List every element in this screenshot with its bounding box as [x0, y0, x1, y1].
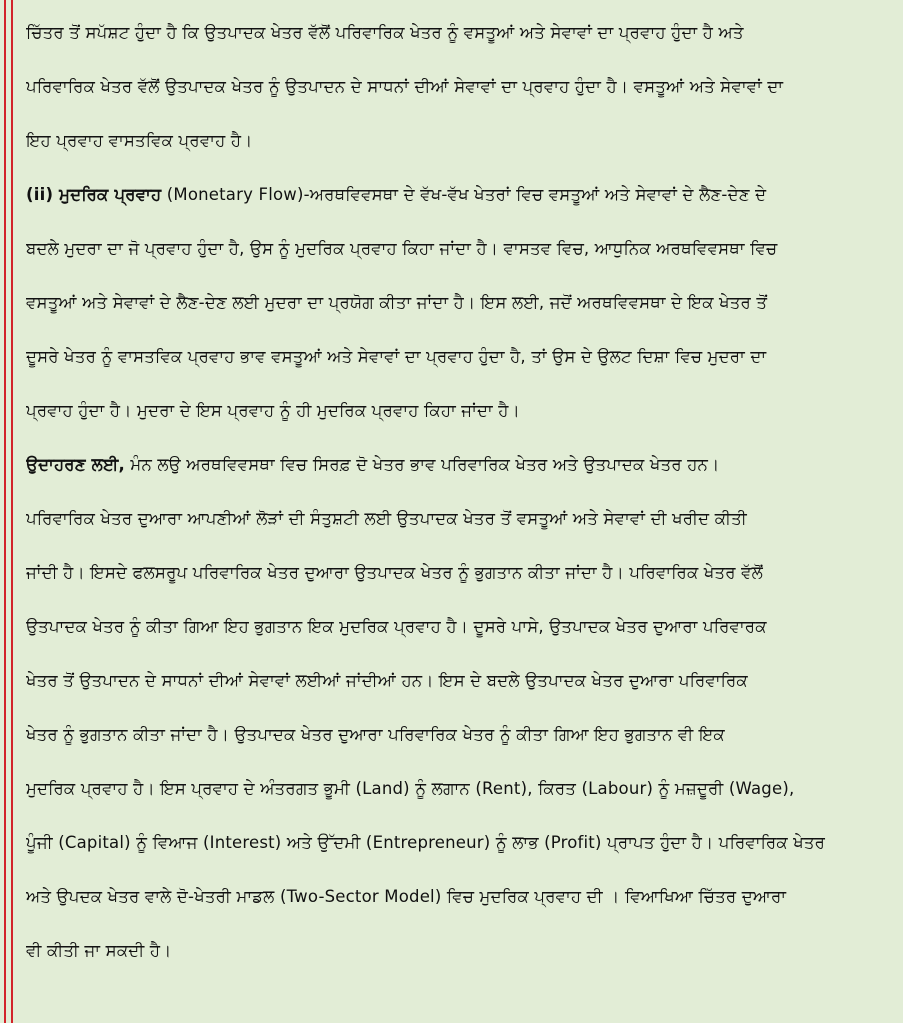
- document-body: [26, 6, 892, 978]
- example-heading: ਉਦਾਹਰਣ ਲਈ,: [26, 455, 125, 474]
- text-line: ਪੂੰਜੀ (Capital) ਨੂੰ ਵਿਆਜ (Interest) ਅਤੇ ਉੱਦਮੀ (Entrepreneur) ਨੂੰ ਲਾਭ (Profit) ਪ੍ਰਾਪਤ ਹੁੰਦਾ ਹੈ। ਪਰਿਵਾਰਿਕ ਖੇਤਰ: [26, 833, 826, 852]
- section-heading: (ii) ਮੁਦਰਿਕ ਪ੍ਰਵਾਹ: [26, 185, 162, 204]
- text-line: ਬਦਲੇ ਮੁਦਰਾ ਦਾ ਜੋ ਪ੍ਰਵਾਹ ਹੁੰਦਾ ਹੈ, ਉਸ ਨੂੰ ਮੁਦਰਿਕ ਪ੍ਰਵਾਹ ਕਿਹਾ ਜਾਂਦਾ ਹੈ। ਵਾਸਤਵ ਵਿਚ, ਆਧੁਨਿਕ ਅਰਥਵਿਵਸਥਾ ਵਿਚ: [26, 239, 778, 258]
- text-line: ਪਰਿਵਾਰਿਕ ਖੇਤਰ ਦੁਆਰਾ ਆਪਣੀਆਂ ਲੋੜਾਂ ਦੀ ਸੰਤੁਸ਼ਟੀ ਲਈ ਉਤਪਾਦਕ ਖੇਤਰ ਤੋਂ ਵਸਤੂਆਂ ਅਤੇ ਸੇਵਾਵਾਂ ਦੀ ਖਰੀਦ ਕੀਤੀ: [26, 509, 747, 528]
- text-line: ਵਸਤੂਆਂ ਅਤੇ ਸੇਵਾਵਾਂ ਦੇ ਲੈਣ-ਦੇਣ ਲਈ ਮੁਦਰਾ ਦਾ ਪ੍ਰਯੋਗ ਕੀਤਾ ਜਾਂਦਾ ਹੈ। ਇਸ ਲਈ, ਜਦੋਂ ਅਰਥਵਿਵਸਥਾ ਦੇ ਇਕ ਖੇਤਰ ਤੋਂ: [26, 293, 768, 312]
- text-line: ਮੁਦਰਿਕ ਪ੍ਰਵਾਹ ਹੈ। ਇਸ ਪ੍ਰਵਾਹ ਦੇ ਅੰਤਰਗਤ ਭੂਮੀ (Land) ਨੂੰ ਲਗਾਨ (Rent), ਕਿਰਤ (Labour) ਨੂੰ ਮਜ਼ਦੂਰੀ (Wage),: [26, 779, 795, 798]
- text-line: ਵੀ ਕੀਤੀ ਜਾ ਸਕਦੀ ਹੈ।: [26, 941, 172, 960]
- text-line: [26, 168, 892, 222]
- text-line: ਪ੍ਰਵਾਹ ਹੁੰਦਾ ਹੈ। ਮੁਦਰਾ ਦੇ ਇਸ ਪ੍ਰਵਾਹ ਨੂੰ ਹੀ ਮੁਦਰਿਕ ਪ੍ਰਵਾਹ ਕਿਹਾ ਜਾਂਦਾ ਹੈ।: [26, 401, 520, 420]
- text-line: ਇਹ ਪ੍ਰਵਾਹ ਵਾਸਤਵਿਕ ਪ੍ਰਵਾਹ ਹੈ।: [26, 131, 253, 150]
- text-line: ਜਾਂਦੀ ਹੈ। ਇਸਦੇ ਫਲਸਰੂਪ ਪਰਿਵਾਰਿਕ ਖੇਤਰ ਦੁਆਰਾ ਉਤਪਾਦਕ ਖੇਤਰ ਨੂੰ ਭੁਗਤਾਨ ਕੀਤਾ ਜਾਂਦਾ ਹੈ। ਪਰਿਵਾਰਿਕ ਖੇਤਰ ਵੱਲੋਂ: [26, 563, 764, 582]
- margin-rule-inner: [11, 0, 13, 1023]
- margin-rule-outer: [4, 0, 6, 1023]
- text-line: [26, 438, 892, 492]
- text-segment: (Monetary Flow)-ਅਰਥਵਿਵਸਥਾ ਦੇ ਵੱਖ-ਵੱਖ ਖੇਤਰਾਂ ਵਿਚ ਵਸਤੂਆਂ ਅਤੇ ਸੇਵਾਵਾਂ ਦੇ ਲੈਣ-ਦੇਣ ਦੇ: [161, 185, 767, 204]
- paragraph-example: [26, 438, 892, 978]
- text-segment: ਮੰਨ ਲਉ ਅਰਥਵਿਵਸਥਾ ਵਿਚ ਸਿਰਫ਼ ਦੋ ਖੇਤਰ ਭਾਵ ਪਰਿਵਾਰਿਕ ਖੇਤਰ ਅਤੇ ਉਤਪਾਦਕ ਖੇਤਰ ਹਨ।: [124, 455, 720, 474]
- text-line: ਉਤਪਾਦਕ ਖੇਤਰ ਨੂੰ ਕੀਤਾ ਗਿਆ ਇਹ ਭੁਗਤਾਨ ਇਕ ਮੁਦਰਿਕ ਪ੍ਰਵਾਹ ਹੈ। ਦੂਸਰੇ ਪਾਸੇ, ਉਤਪਾਦਕ ਖੇਤਰ ਦੁਆਰਾ ਪਰਿਵਾਰਕ: [26, 617, 767, 636]
- text-line: ਚਿੱਤਰ ਤੋਂ ਸਪੱਸ਼ਟ ਹੁੰਦਾ ਹੈ ਕਿ ਉਤਪਾਦਕ ਖੇਤਰ ਵੱਲੋਂ ਪਰਿਵਾਰਿਕ ਖੇਤਰ ਨੂੰ ਵਸਤੂਆਂ ਅਤੇ ਸੇਵਾਵਾਂ ਦਾ ਪ੍ਰਵਾਹ ਹੁੰਦਾ ਹੈ ਅਤੇ: [26, 23, 744, 42]
- paragraph-real-flow: [26, 6, 892, 168]
- text-line: ਅਤੇ ਉਪਦਕ ਖੇਤਰ ਵਾਲੇ ਦੋ-ਖੇਤਰੀ ਮਾਡਲ (Two-Sector Model) ਵਿਚ ਮੁਦਰਿਕ ਪ੍ਰਵਾਹ ਦੀ । ਵਿਆਖਿਆ ਚਿੱਤਰ ਦੁਆਰਾ: [26, 887, 787, 906]
- text-line: ਖੇਤਰ ਨੂੰ ਭੁਗਤਾਨ ਕੀਤਾ ਜਾਂਦਾ ਹੈ। ਉਤਪਾਦਕ ਖੇਤਰ ਦੁਆਰਾ ਪਰਿਵਾਰਿਕ ਖੇਤਰ ਨੂੰ ਕੀਤਾ ਗਿਆ ਇਹ ਭੁਗਤਾਨ ਵੀ ਇਕ: [26, 725, 725, 744]
- text-line: ਦੂਸਰੇ ਖੇਤਰ ਨੂੰ ਵਾਸਤਵਿਕ ਪ੍ਰਵਾਹ ਭਾਵ ਵਸਤੂਆਂ ਅਤੇ ਸੇਵਾਵਾਂ ਦਾ ਪ੍ਰਵਾਹ ਹੁੰਦਾ ਹੈ, ਤਾਂ ਉਸ ਦੇ ਉਲਟ ਦਿਸ਼ਾ ਵਿਚ ਮੁਦਰਾ ਦਾ: [26, 347, 767, 366]
- text-line: ਪਰਿਵਾਰਿਕ ਖੇਤਰ ਵੱਲੋਂ ਉਤਪਾਦਕ ਖੇਤਰ ਨੂੰ ਉਤਪਾਦਨ ਦੇ ਸਾਧਨਾਂ ਦੀਆਂ ਸੇਵਾਵਾਂ ਦਾ ਪ੍ਰਵਾਹ ਹੁੰਦਾ ਹੈ। ਵਸਤੂਆਂ ਅਤੇ ਸੇਵਾਵਾਂ ਦਾ: [26, 77, 784, 96]
- text-line: ਖੇਤਰ ਤੋਂ ਉਤਪਾਦਨ ਦੇ ਸਾਧਨਾਂ ਦੀਆਂ ਸੇਵਾਵਾਂ ਲਈਆਂ ਜਾਂਦੀਆਂ ਹਨ। ਇਸ ਦੇ ਬਦਲੇ ਉਤਪਾਦਕ ਖੇਤਰ ਦੁਆਰਾ ਪਰਿਵਾਰਿਕ: [26, 671, 748, 690]
- paragraph-monetary-flow: [26, 168, 892, 438]
